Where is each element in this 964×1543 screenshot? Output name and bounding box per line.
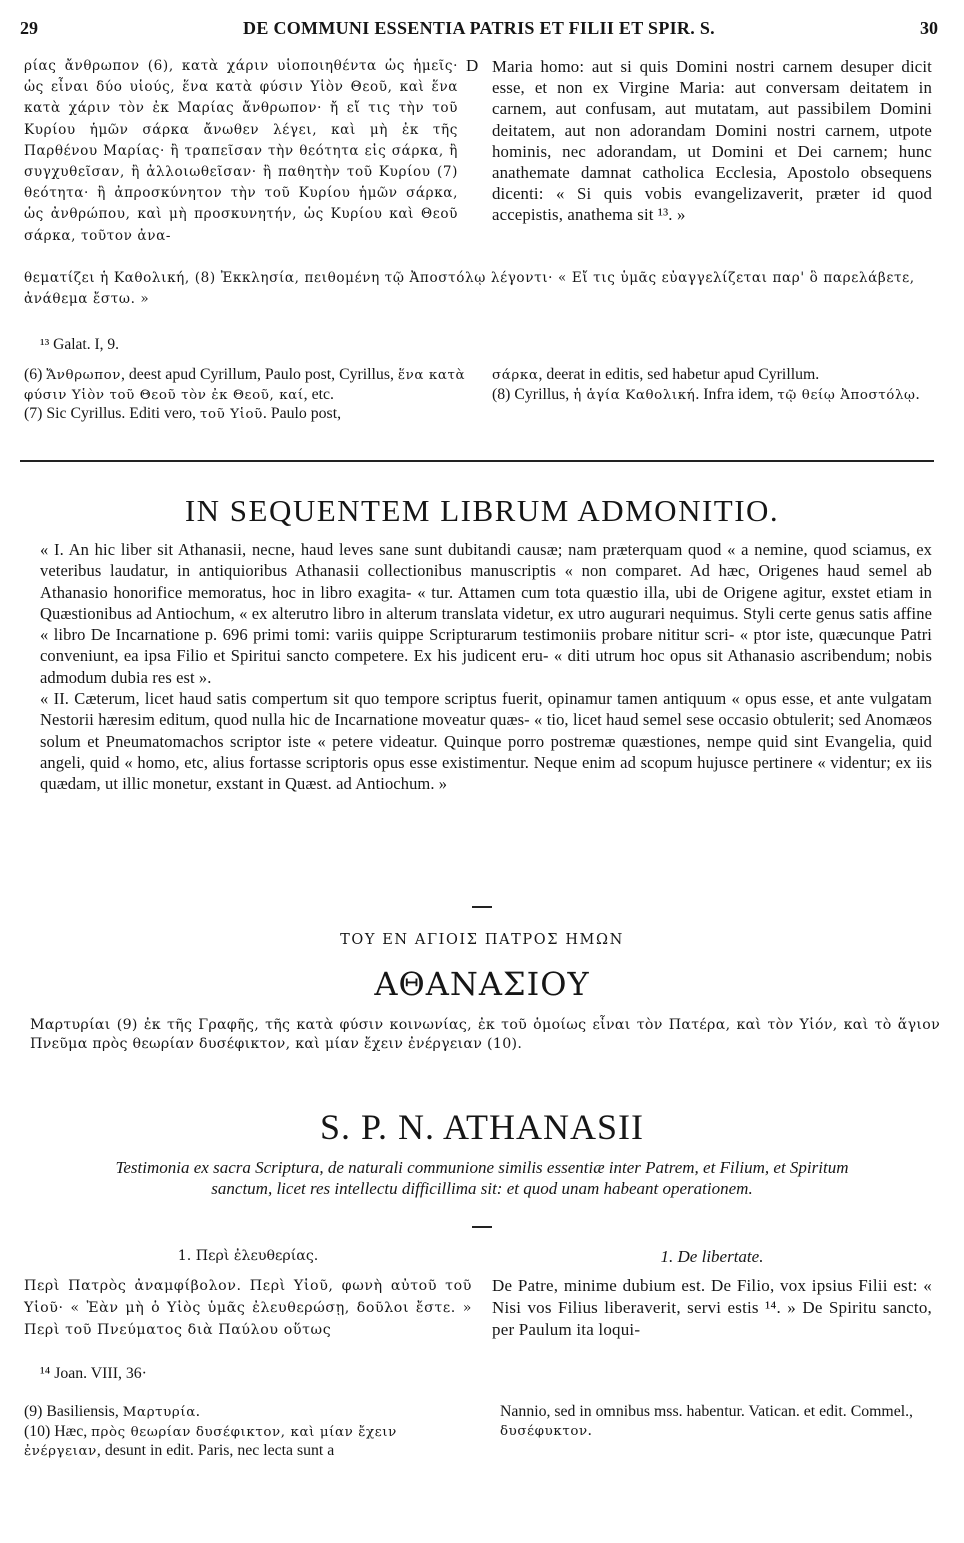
note-6-rest: , deest apud Cyrillum, Paulo post, Cyrillus,	[121, 366, 398, 383]
note-6-greek-word: Ἄνθρωπον	[46, 368, 121, 383]
note-6	[24, 366, 472, 405]
greek-section-heading: 1. Περὶ ἐλευθερίας.	[177, 1248, 319, 1264]
notes-bottom-right	[500, 1403, 940, 1441]
note-7-continued	[492, 366, 932, 386]
note-9-end: .	[195, 1403, 200, 1420]
note-7-end: . Paulo post,	[262, 405, 342, 422]
column-marker: D	[466, 56, 479, 75]
note-7-greek-word: σάρκα	[492, 368, 539, 383]
greek-subtitle: Μαρτυρίαι (9) ἐκ τῆς Γραφῆς, τῆς κατὰ φύσιν κοινωνίας, ἐκ τοῦ ὁμοίως εἶναι τὸν Πατέρα, καὶ τὸν Υἱόν, καὶ τὸ ἅγιον Πνεῦμα πρὸς θεωρίαν δυσέφικτον, καὶ μίαν ἔχειν ἐνέργειαν (10).	[30, 1017, 940, 1052]
notes-top-right	[492, 366, 932, 405]
note-8-greek-2: τῷ θείῳ Ἀποστόλῳ	[777, 387, 916, 403]
running-title: DE COMMUNI ESSENTIA PATRIS ET FILII ET SPIR. S.	[243, 18, 715, 38]
note-10-continued-end: .	[587, 1421, 592, 1439]
greek-author-name: ΑΘΑΝΑΣΙΟΥ	[374, 965, 590, 1003]
section-divider-rule	[20, 460, 934, 462]
note-9-greek: Μαρτυρία	[122, 1405, 196, 1420]
greek-continuation	[24, 268, 932, 310]
running-header	[20, 18, 938, 44]
note-9	[24, 1403, 476, 1423]
note-10-continued-start: Nannio, sed in omnibus mss. habentur. Vatican. et edit. Commel.,	[500, 1403, 914, 1420]
latin-author-name: S. P. N. ATHANASII	[319, 1107, 645, 1147]
notes-bottom-left	[24, 1403, 476, 1462]
footnote-14: ¹⁴ Joan. VIII, 36·	[40, 1365, 147, 1382]
admonitio-paragraph-2: « II. Cæterum, licet haud satis compertum sit quo tempore scriptus fuerit, opinamur tamen antiquum « opus esse, et ante vulgatam Nestorii hæresim editum, quod nulla hic de Incarnatione moveatur quæs- « tio, licet haud semel sese occasio obtulerit; sed Anomæos solum et Pneumatomachos scriptor iste « petere videatur. Quinque porro postremæ quæstiones, nempe quid sint Evangelia, quid angeli, quid « homo, etc, alius fortasse scriptoris opus esse existimentur. Neque enim ad scopum hujusce pertinere « videntur; ex iis quædam, ut illic monetur, exstant in Quæst. ad Antiochum. »	[40, 689, 932, 794]
note-6-start: (6)	[24, 366, 47, 383]
latin-section-heading: 1. De libertate.	[660, 1247, 764, 1266]
note-7-greek: τοῦ Υἱοῦ	[199, 407, 263, 422]
latin-text-top: Maria homo: aut si quis Domini nostri carnem desuper dicit esse, et non ex Virgine Maria: aut conversam deitatem in carnem, aut confusam, aut mutatam, aut passibilem Domini deitatem, aut non adorandam Domini nostri carnem, utpote hominis, nec adorandam, ut Domini et Dei carnem; hunc anathemate damnat catholica Ecclesia, Apostolo obsequens dicenti: « Si quis vobis evangelizaverit, præter id quod accepistis, anathema sit ¹³. »	[492, 57, 932, 225]
note-8	[492, 386, 932, 406]
latin-section-paragraph: De Patre, minime dubium est. De Filio, vox ipsius Filii est: « Nisi vos Filius liberaverit, servi estis ¹⁴. » De Spiritu sancto, per Paulum ita loqui-	[492, 1276, 932, 1339]
note-8-end: .	[915, 385, 920, 403]
note-10-start: (10) Hæc,	[24, 1422, 92, 1440]
greek-text-top: ρίας ἄνθρωπον (6), κατὰ χάριν υἱοποιηθέντα ὡς ἡμεῖς· ὡς εἶναι δύο υἱούς, ἕνα κατὰ φύσιν Υἱὸν Θεοῦ, καὶ ἕνα κατὰ χάριν τὸν ἐκ Μαρίας ἄνθρωπον· ἤ εἴ τις τὴν τοῦ Κυρίου ἡμῶν σάρκα ἄνωθεν λέγει, καὶ μὴ ἐκ τῆς Παρθένου Μαρίας· ἢ τραπεῖσαν τὴν θεότητα εἰς σάρκα, ἢ συγχυθεῖσαν, ἢ ἀλλοιωθεῖσαν· ἢ παθητὴν τοῦ Κυρίου (7) θεότητα· ἢ ἀπροσκύνητον τὴν τοῦ Κυρίου ἡμῶν σάρκα, ὡς ἀνθρώπου, καὶ μὴ προσκυνητήν, ὡς Κυρίου καὶ Θεοῦ σάρκα, τοῦτον ἀνα-	[24, 58, 458, 244]
note-10-continued-greek: δυσέφυκτον	[500, 1423, 588, 1439]
note-7	[24, 405, 472, 425]
note-10-continued	[500, 1403, 940, 1441]
note-7-continued-text: , deerat in editis, sed habetur apud Cyrillum.	[538, 366, 820, 383]
page-number-right: 30	[920, 18, 938, 38]
page-number-left: 29	[20, 18, 38, 38]
admonitio-body	[40, 539, 932, 795]
admonitio-title: IN SEQUENTEM LIBRUM ADMONITIO.	[184, 493, 780, 528]
separator-dash	[472, 906, 492, 908]
latin-subtitle: Testimonia ex sacra Scriptura, de naturali communione similis essentiæ inter Patrem, et Filium, et Spiritum sanctum, licet res intellectu difficillima sit: et quod unam habeant operationem.	[115, 1158, 849, 1198]
greek-continuation-text: θεματίζει ἡ Καθολική, (8) Ἐκκλησία, πειθομένη τῷ Ἀποστόλῳ λέγοντι· « Εἴ τις ὑμᾶς εὐαγγελίζεται παρ' ὃ παρελάβετε, ἀνάθεμα ἔστω. »	[24, 270, 915, 308]
notes-top-left	[24, 366, 472, 425]
note-7-start: (7) Sic Cyrillus. Editi vero,	[24, 405, 200, 422]
note-9-start: (9) Basiliensis,	[24, 1403, 123, 1420]
note-8-greek: ἡ ἁγία Καθολική	[573, 387, 696, 403]
note-6-greek-phrase: ἕνα κατὰ φύσιν Υἱὸν τοῦ Θεοῦ τὸν ἐκ Θεοῦ, καί	[24, 368, 466, 403]
greek-caps-heading: ΤΟΥ ΕΝ ΑΓΙΟΙΣ ΠΑΤΡΟΣ ΗΜΩΝ	[340, 932, 624, 948]
latin-column-top	[492, 56, 932, 226]
note-6-end: , etc.	[303, 385, 334, 403]
latin-section-text	[492, 1275, 932, 1341]
admonitio-paragraph-1: « I. An hic liber sit Athanasii, necne, haud leves sane sunt dubitandi causæ; nam præterquam quod « a nemine, quod sciamus, ex veteribus laudatur, in antiquioribus Athanasii collectionibus manuscriptis « non comparet. Ad hæc, Origenes haud semel ab Athanasio honorifice memoratus, hoc in libro exagita- « tur. Attamen cum tota quæstio illa, ubi de Origene agitur, exstet etiam in Quæstionibus ad Antiochum, « ex alterutro libro in alterum translata videtur, ex utro augurari nequimus. Styli certe genus satis affine « libro De Incarnatione p. 696 primi tomi: variis quippe Scripturarum testimoniis probare nititur scri- « ptor iste, quæcunque Patri conveniunt, ea ipsa Filio et Spiritui sancto competere. Ex his judicent eru- « diti utrum hoc opus sit Athanasio ascribendum; nobis admodum dubia res est ».	[40, 540, 932, 687]
note-8-start: (8) Cyrillus,	[492, 385, 574, 403]
note-10	[24, 1423, 476, 1462]
greek-section-text	[24, 1275, 472, 1341]
note-10-greek: πρὸς θεωρίαν δυσέφικτον, καὶ μίαν ἔχειν ἐνέργειαν	[24, 1424, 397, 1459]
note-10-end: , desunt in edit. Paris, nec lecta sunt a	[96, 1442, 335, 1459]
greek-section-paragraph: Περὶ Πατρὸς ἀναμφίβολον. Περὶ Υἱοῦ, φωνὴ αὐτοῦ τοῦ Υἱοῦ· « Ἐὰν μὴ ὁ Υἱὸς ὑμᾶς ἐλευθερώσῃ, δοῦλοι ἔστε. » Περὶ τοῦ Πνεύματος διὰ Παύλου οὕτως	[24, 1278, 472, 1338]
note-8-mid: . Infra idem,	[695, 385, 778, 403]
footnote-13: ¹³ Galat. I, 9.	[40, 336, 120, 353]
greek-column-top	[24, 56, 458, 247]
separator-dash	[472, 1226, 492, 1228]
